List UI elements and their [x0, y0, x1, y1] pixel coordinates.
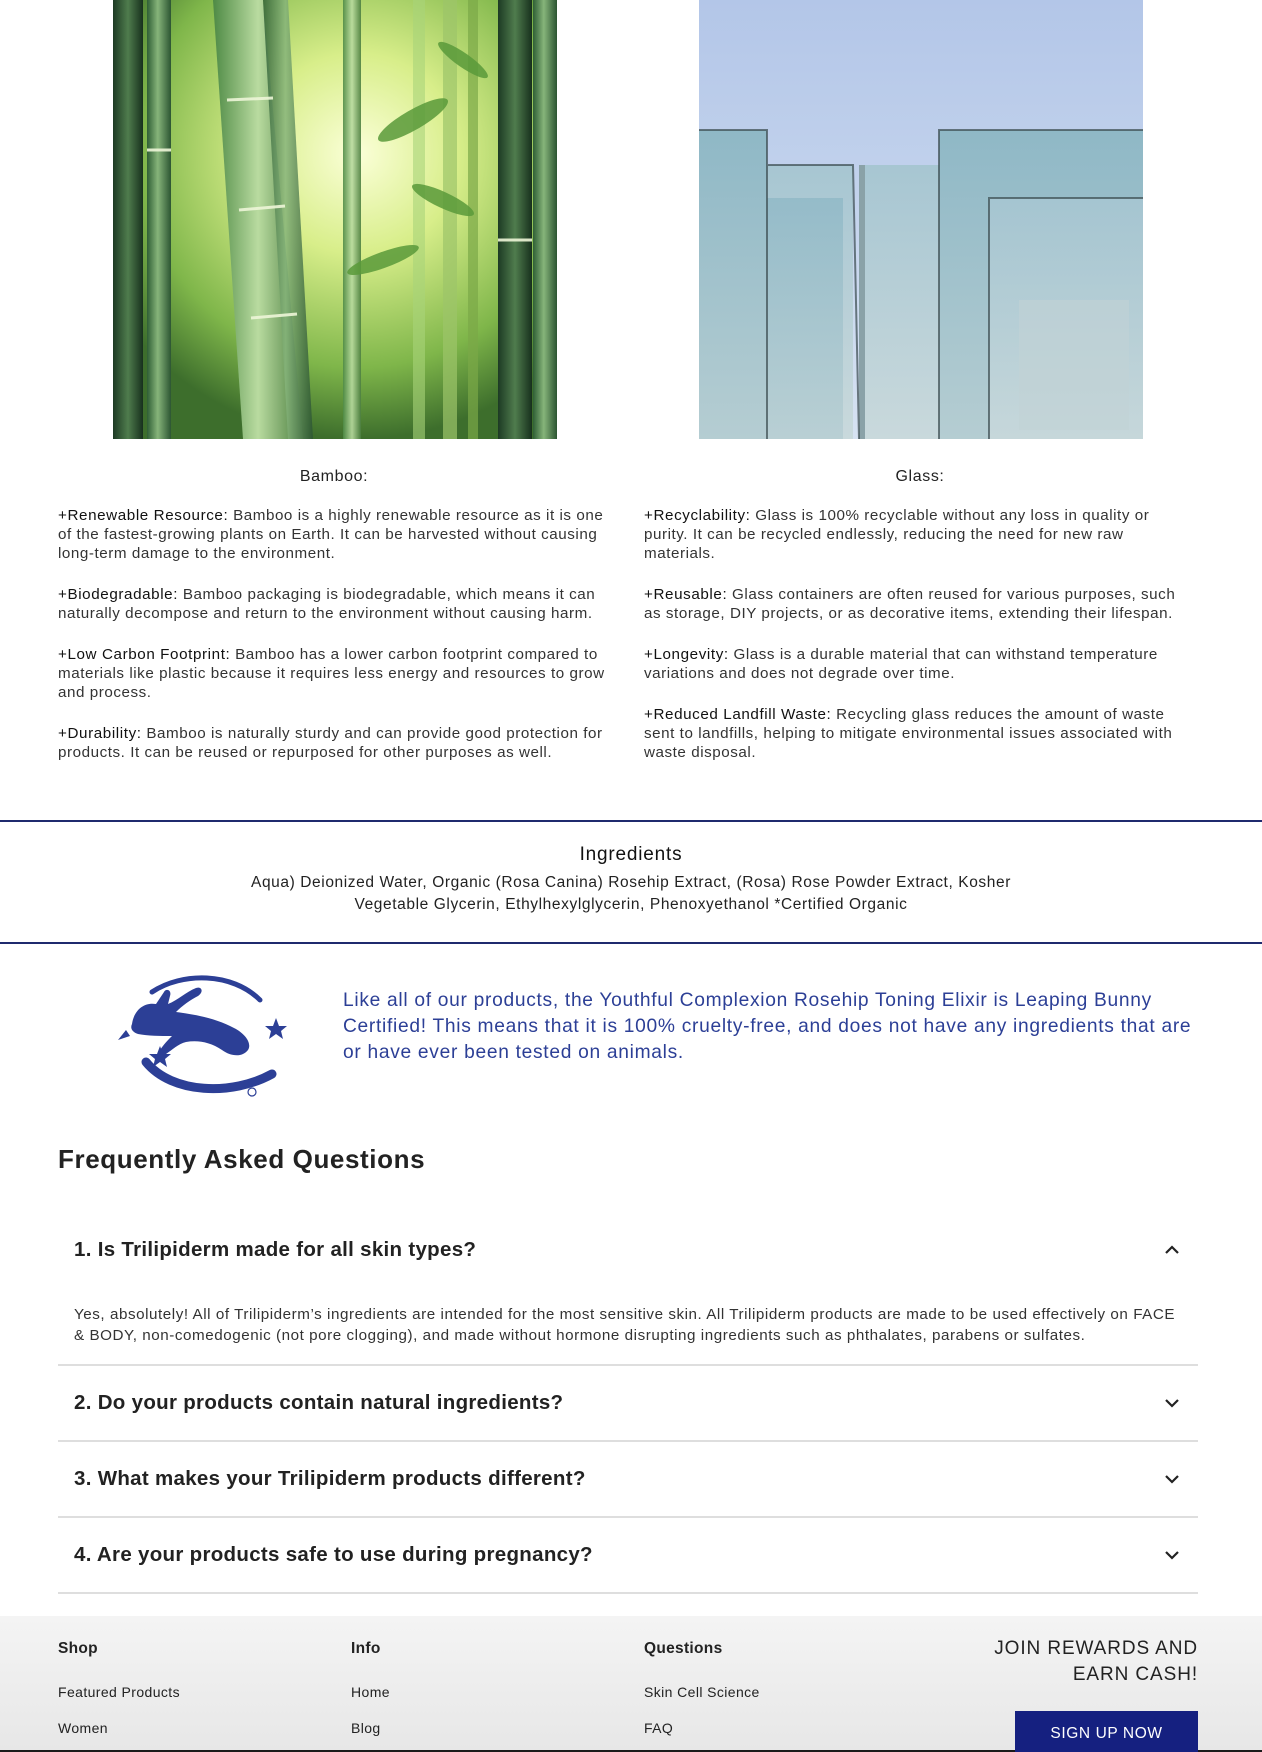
glass-panels-photo — [699, 0, 1143, 439]
glass-point-label: +Recyclability: — [644, 507, 751, 524]
footer-questions-heading: Questions — [644, 1640, 723, 1657]
faq-question: 1. Is Trilipiderm made for all skin types? — [74, 1238, 477, 1261]
ingredients-text: Aqua) Deionized Water, Organic (Rosa Canina) Rosehip Extract, (Rosa) Rose Powder Extract, Kosher Vegetable Glycerin, Ethylhexylglycerin, Phenoxyethanol *Certified Organic — [251, 874, 1011, 913]
glass-image — [699, 0, 1143, 439]
glass-point-label: +Longevity: — [644, 646, 729, 663]
rewards-line-2: EARN CASH! — [1072, 1664, 1198, 1685]
footer-info-column — [351, 1640, 390, 1736]
bamboo-point-label: +Low Carbon Footprint: — [58, 646, 231, 663]
footer-shop-heading: Shop — [58, 1640, 98, 1657]
chevron-down-icon[interactable] — [1162, 1545, 1182, 1565]
chevron-down-icon[interactable] — [1162, 1393, 1182, 1413]
faq-question-toggle[interactable] — [58, 1442, 1198, 1516]
glass-point-label: +Reusable: — [644, 586, 728, 603]
faq-question: 3. What makes your Trilipiderm products different? — [74, 1467, 586, 1490]
materials-section — [0, 0, 1262, 820]
leaping-bunny-section — [0, 946, 1262, 1116]
bamboo-point — [58, 724, 610, 762]
sign-up-button[interactable]: SIGN UP NOW — [1015, 1711, 1198, 1752]
faq-question-toggle[interactable] — [58, 1366, 1198, 1440]
faq-item — [58, 1366, 1198, 1442]
faq-title: Frequently Asked Questions — [58, 1144, 426, 1174]
footer-link-home[interactable]: Home — [351, 1684, 390, 1700]
footer-link-women[interactable]: Women — [58, 1720, 108, 1736]
bamboo-point-label: +Biodegradable: — [58, 586, 179, 603]
glass-points — [644, 506, 1196, 784]
rewards-heading — [938, 1636, 1198, 1688]
faq-question: 4. Are your products safe to use during pregnancy? — [74, 1543, 593, 1566]
footer-questions-column — [644, 1640, 760, 1736]
bamboo-title: Bamboo: — [299, 468, 369, 485]
bamboo-point — [58, 645, 610, 702]
rewards-line-1: JOIN REWARDS AND — [994, 1638, 1198, 1659]
faq-item — [58, 1442, 1198, 1518]
glass-point-text: Glass is a durable material that can withstand temperature variations and does not degrade over time. — [644, 646, 1158, 682]
faq-item — [58, 1212, 1198, 1366]
bamboo-point — [58, 585, 610, 623]
faq-answer: Yes, absolutely! All of Trilipiderm’s ingredients are intended for the most sensitive skin. All Trilipiderm products are made to be used effectively on FACE & BODY, non-comedogenic (not pore clogging), and made without hormone disrupting ingredients such as phthalates, parabens or sulfates. — [74, 1306, 1176, 1344]
leaping-bunny-icon — [112, 970, 288, 1098]
footer-link-faq[interactable]: FAQ — [644, 1720, 674, 1736]
faq-item — [58, 1518, 1198, 1594]
glass-point-text: Glass containers are often reused for various purposes, such as storage, DIY projects, or as decorative items, extending their lifespan. — [644, 586, 1176, 622]
faq-question: 2. Do your products contain natural ingredients? — [74, 1391, 564, 1414]
footer-shop-column — [58, 1640, 180, 1736]
glass-point-text: Recycling glass reduces the amount of waste sent to landfills, helping to mitigate environmental issues associated with waste disposal. — [644, 706, 1173, 761]
faq-question-toggle[interactable] — [58, 1518, 1198, 1592]
bamboo-points — [58, 506, 610, 784]
glass-title: Glass: — [895, 468, 945, 485]
footer-link-blog[interactable]: Blog — [351, 1720, 381, 1736]
bamboo-point — [58, 506, 610, 563]
faq-list — [58, 1212, 1198, 1594]
chevron-up-icon[interactable] — [1162, 1240, 1182, 1260]
site-footer — [0, 1616, 1262, 1752]
bamboo-point-text: Bamboo has a lower carbon footprint compared to materials like plastic because it requires less energy and resources to grow and process. — [58, 646, 605, 701]
glass-point — [644, 585, 1196, 623]
chevron-down-icon[interactable] — [1162, 1469, 1182, 1489]
bamboo-point-text: Bamboo is a highly renewable resource as it is one of the fastest-growing plants on Earth. It can be harvested without causing long-term damage to the environment. — [58, 507, 604, 562]
ingredients-title: Ingredients — [579, 844, 683, 865]
glass-point — [644, 506, 1196, 563]
bamboo-point-label: +Renewable Resource: — [58, 507, 229, 524]
glass-point-label: +Reduced Landfill Waste: — [644, 706, 832, 723]
glass-point-text: Glass is 100% recyclable without any loss in quality or purity. It can be recycled endlessly, reducing the need for new raw materials. — [644, 507, 1150, 562]
footer-info-heading: Info — [351, 1640, 381, 1657]
footer-link-featured-products[interactable]: Featured Products — [58, 1684, 180, 1700]
footer-link-skin-cell-science[interactable]: Skin Cell Science — [644, 1684, 760, 1700]
bamboo-image — [113, 0, 557, 439]
leaping-bunny-text: Like all of our products, the Youthful Complexion Rosehip Toning Elixir is Leaping Bunny Certified! This means that it is 100% cruelty-free, and does not have any ingredients that are or have ever been tested on animals. — [343, 990, 1192, 1063]
ingredients-section — [0, 820, 1262, 944]
bamboo-forest-photo — [113, 0, 557, 439]
bamboo-point-text: Bamboo packaging is biodegradable, which means it can naturally decompose and return to the environment without causing harm. — [58, 586, 596, 622]
bamboo-point-label: +Durability: — [58, 725, 142, 742]
glass-point — [644, 645, 1196, 683]
faq-question-toggle[interactable] — [58, 1212, 1198, 1288]
bamboo-point-text: Bamboo is naturally sturdy and can provide good protection for products. It can be reused or repurposed for other purposes as well. — [58, 725, 603, 761]
glass-point — [644, 705, 1196, 762]
